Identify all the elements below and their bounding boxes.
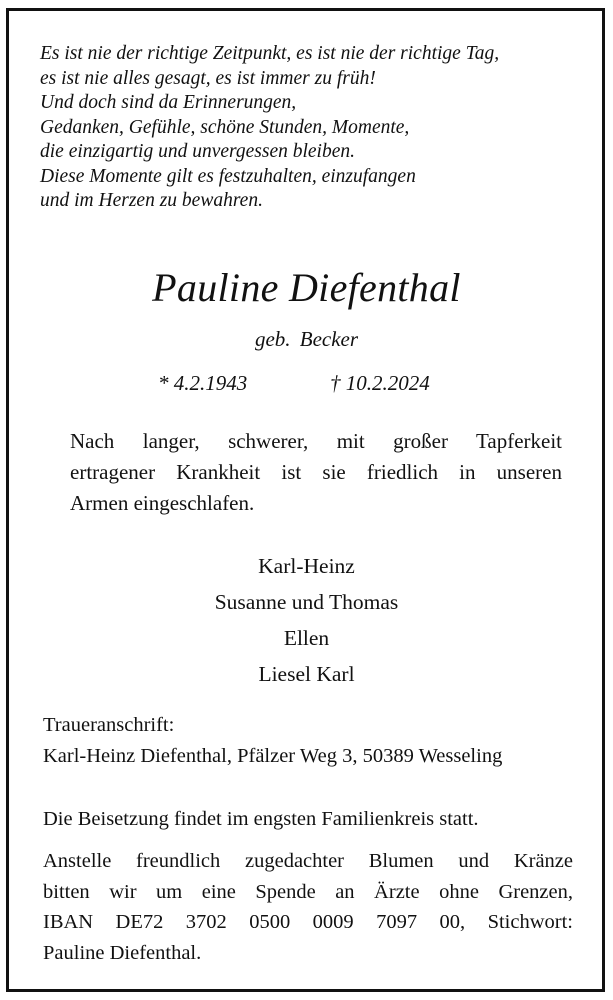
family-member: Karl-Heinz (258, 554, 355, 578)
donation-line: IBAN DE72 3702 0500 0009 7097 00, Stichwort: (43, 911, 573, 933)
poem-line: die einzigartig und unvergessen bleiben. (40, 141, 356, 162)
intro-text (70, 426, 562, 519)
family-member: Liesel Karl (258, 662, 355, 686)
poem-line: Und doch sind da Erinnerungen, (40, 92, 297, 113)
poem-line: Es ist nie der richtige Zeitpunkt, es ist nie der richtige Tag, (40, 43, 500, 64)
family-list (0, 548, 613, 692)
burial-notice: Die Beisetzung findet im engsten Familienkreis statt. (43, 808, 479, 830)
donation-line: Pauline Diefenthal. (43, 941, 202, 964)
poem (40, 42, 588, 214)
address-line: Karl-Heinz Diefenthal, Pfälzer Weg 3, 50389 Wesseling (43, 745, 503, 767)
family-member: Ellen (283, 626, 330, 650)
intro-line: Armen eingeschlafen. (70, 491, 255, 515)
death-date: † 10.2.2024 (330, 371, 430, 395)
family-member: Susanne und Thomas (214, 590, 399, 614)
donation-notice (43, 846, 573, 968)
intro-line: Nach langer, schwerer, mit großer Tapferkeit (70, 429, 562, 453)
intro-line: ertragener Krankheit ist sie friedlich in unseren (70, 460, 562, 484)
address-label: Traueranschrift: (43, 714, 175, 736)
poem-line: und im Herzen zu bewahren. (40, 190, 263, 211)
donation-line: bitten wir um eine Spende an Ärzte ohne Grenzen, (43, 880, 573, 903)
poem-line: Gedanken, Gefühle, schöne Stunden, Momente, (40, 116, 410, 138)
maiden-name: geb. Becker (254, 327, 359, 351)
birth-date: * 4.2.1943 (158, 371, 248, 395)
poem-line: es ist nie alles gesagt, es ist immer zu früh! (40, 67, 376, 89)
deceased-name: Pauline Diefenthal (152, 265, 461, 310)
poem-line: Diese Momente gilt es festzuhalten, einzufangen (40, 165, 416, 187)
donation-line: Anstelle freundlich zugedachter Blumen und Kränze (43, 850, 573, 872)
mourning-address (43, 710, 502, 772)
